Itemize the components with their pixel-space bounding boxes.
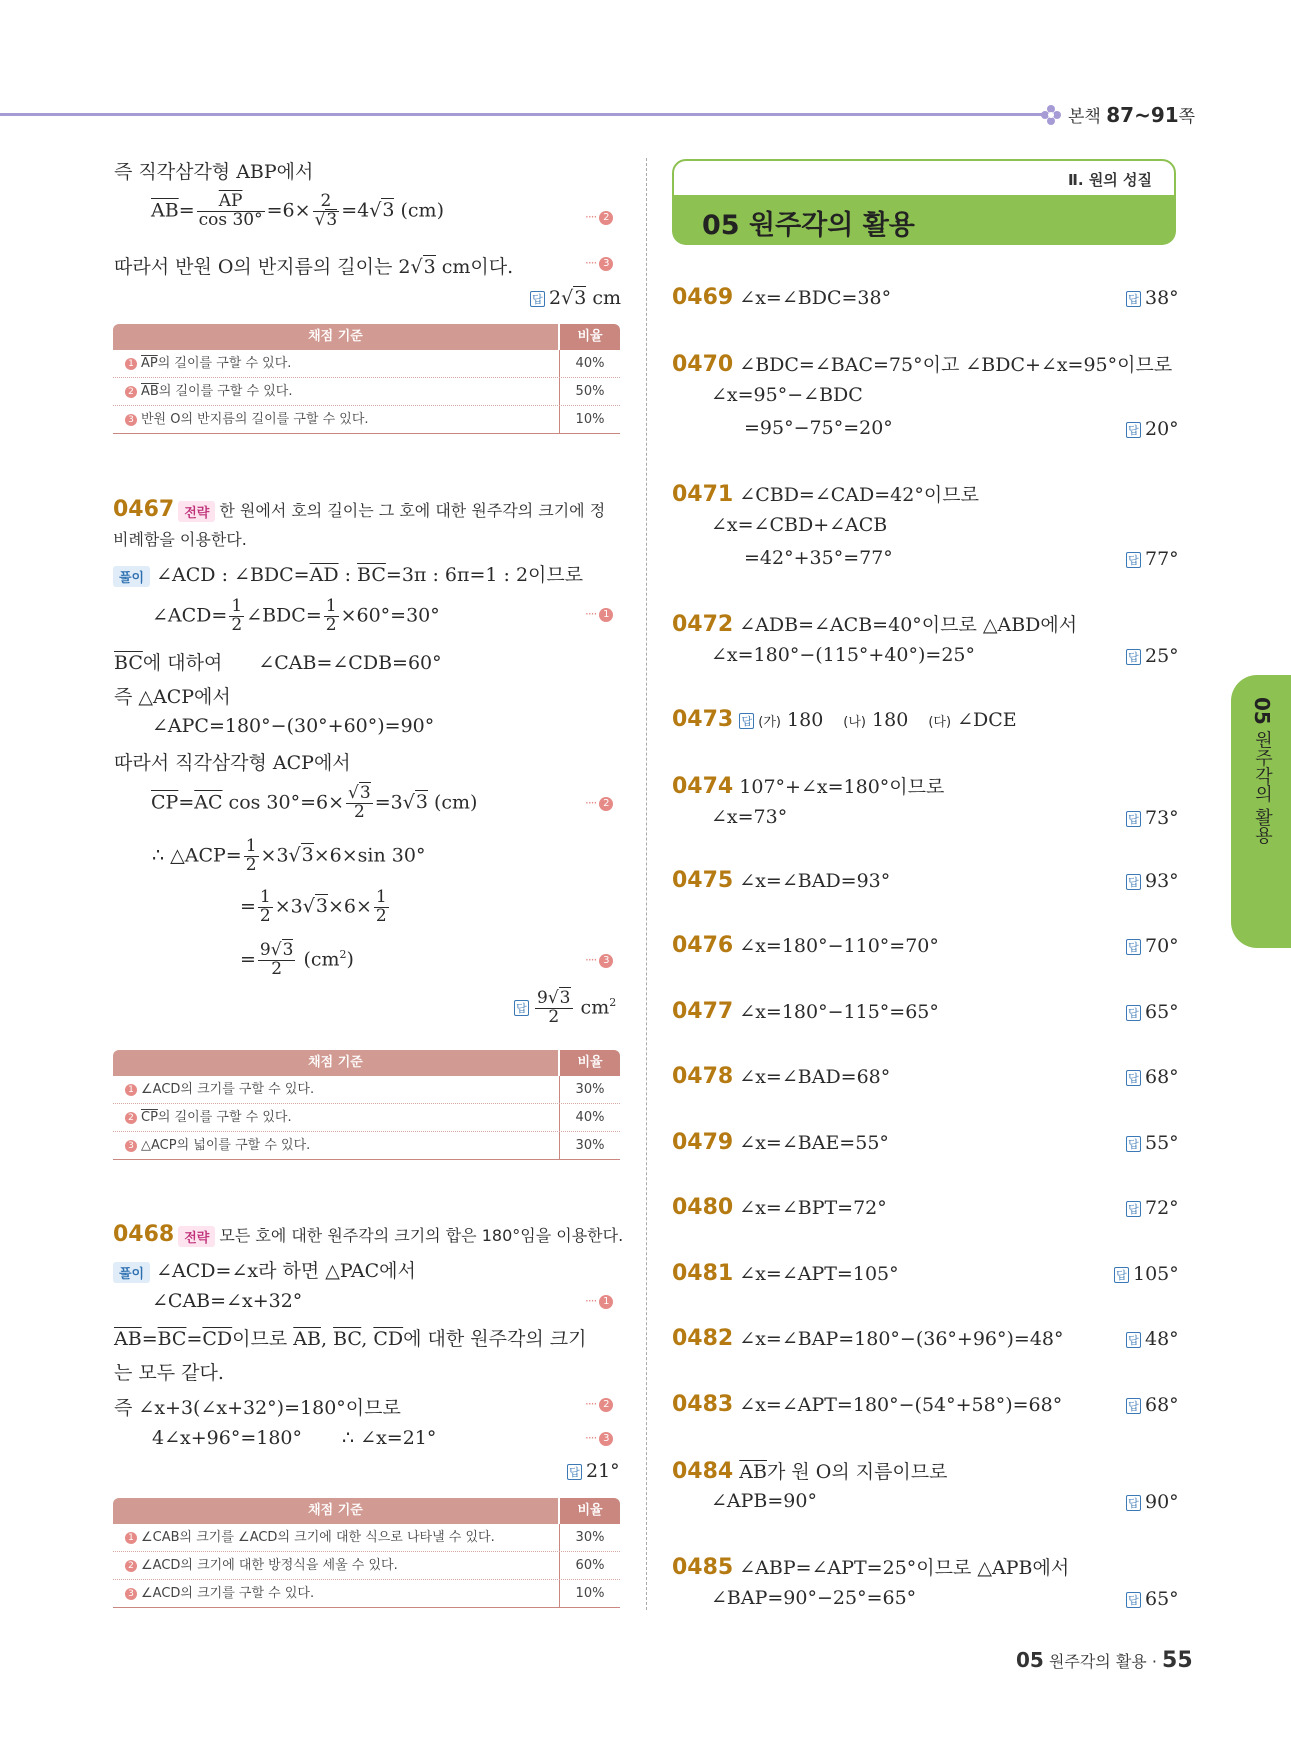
score-mark-2: ···· 2 <box>585 796 613 811</box>
text-line: ∠BAP=90°−25°=65° <box>711 1587 917 1609</box>
text-line: $\overline{BC}$에 대하여 ∠CAB=∠CDB=60° <box>114 652 442 674</box>
answer-icon: 답 <box>1126 1201 1141 1217</box>
text-line: 즉 △ACP에서 <box>114 686 231 708</box>
equation-area: ∴ △ACP= $\frac{1}{2}$ ×3√3×6×sin 30° <box>152 836 426 875</box>
text-line: 따라서 반원 O의 반지름의 길이는 2√3 cm이다. <box>114 256 514 278</box>
text-line: 즉 직각삼각형 ABP에서 <box>114 161 314 183</box>
answer: 답 77° <box>1126 548 1179 570</box>
problem-0484: 0484 $\overline{AB}$가 원 O의 지름이므로 <box>672 1459 948 1484</box>
answer: 답 68° <box>1126 1394 1179 1416</box>
text-line: ∠x=∠CBD+∠ACB <box>711 514 888 536</box>
text-line: =95°−75°=20° <box>744 417 893 439</box>
answer: 답 55° <box>1126 1132 1179 1154</box>
header-rule <box>0 113 1050 116</box>
score-mark-2: ···· 2 <box>585 210 613 225</box>
score-mark-3: ···· 3 <box>585 953 613 968</box>
text-line: ∠APC=180°−(30°+60°)=90° <box>152 715 435 737</box>
problem-0482: 0482 ∠x=∠BAP=180°−(36°+96°)=48° <box>672 1326 1064 1351</box>
answer-icon: 답 <box>530 291 545 307</box>
answer: 답 65° <box>1126 1001 1179 1023</box>
table-row: 2 ∠ACD의 크기에 대한 방정식을 세울 수 있다. 60% <box>113 1552 620 1580</box>
grading-table: 채점 기준 비율 1 $\overline{AP}$의 길이를 구할 수 있다. 40% 2 $\overline{AB}$의 길이를 구할 수 있다. 50% 3 반원 O의 반지름의 길이를 구할 수 있다. 10% <box>113 324 620 434</box>
answer: 답 21° <box>567 1460 620 1482</box>
problem-0469: 0469 ∠x=∠BDC=38° <box>672 285 892 310</box>
text-line: 즉 ∠x+3(∠x+32°)=180°이므로 <box>114 1397 401 1419</box>
problem-0467-header: 0467 전략 한 원에서 호의 길이는 그 호에 대한 원주각의 크기에 정 <box>113 497 606 522</box>
page-reference: 본책 87~91쪽 <box>1068 103 1196 127</box>
text-line: ∠APB=90° <box>711 1490 817 1512</box>
text-line: ∠x=73° <box>711 806 788 828</box>
answer: 답 25° <box>1126 645 1179 667</box>
answer-icon: 답 <box>567 1464 582 1480</box>
problem-0478: 0478 ∠x=∠BAD=68° <box>672 1064 891 1089</box>
answer: 답 70° <box>1126 935 1179 957</box>
text-line: =42°+35°=77° <box>744 547 893 569</box>
answer-icon: 답 <box>1126 939 1141 955</box>
text-line: ∠x=180°−(115°+40°)=25° <box>711 644 976 666</box>
text-line: 4∠x+96°=180° ∴ ∠x=21° <box>152 1427 437 1449</box>
problem-0480: 0480 ∠x=∠BPT=72° <box>672 1195 887 1220</box>
answer-icon: 답 <box>739 713 754 729</box>
grading-table: 채점 기준 비율 1 ∠CAB의 크기를 ∠ACD의 크기에 대한 식으로 나타낼 수 있다. 30% 2 ∠ACD의 크기에 대한 방정식을 세울 수 있다. 60% 3 ∠ACD의 크기를 구할 수 있다. 10% <box>113 1498 620 1608</box>
equation-acd: ∠ACD= $\frac{1}{2}$ ∠BDC= $\frac{1}{2}$ ×60°=30° <box>152 596 440 635</box>
problem-0483: 0483 ∠x=∠APT=180°−(54°+58°)=68° <box>672 1392 1063 1417</box>
problem-0472: 0472 ∠ADB=∠ACB=40°이므로 △ABD에서 <box>672 612 1078 637</box>
table-row: 2 $\overline{AB}$의 길이를 구할 수 있다. 50% <box>113 378 620 406</box>
score-mark-2: ···· 2 <box>585 1397 613 1412</box>
strategy-text: 비례함을 이용한다. <box>113 530 247 549</box>
table-row: 1 $\overline{AP}$의 길이를 구할 수 있다. 40% <box>113 350 620 378</box>
answer: 답 90° <box>1126 1491 1179 1513</box>
problem-0473: 0473 답 (가) 180 (나) 180 (다) ∠DCE <box>672 707 1017 732</box>
score-mark-1: ···· 1 <box>585 607 613 622</box>
section-header <box>672 159 1176 244</box>
chapter-label: Ⅱ. 원의 성질 <box>1068 171 1152 189</box>
problem-0471: 0471 ∠CBD=∠CAD=42°이므로 <box>672 482 979 507</box>
equation-ab: $\overline{AB}=$ $\frac{\overline{AP}}{\cos 30^\circ}$ =6× $\frac{2}{√3}$ =4√3 (cm) <box>151 191 444 230</box>
score-mark-3: ···· 3 <box>585 256 613 271</box>
answer: 답 105° <box>1114 1263 1179 1285</box>
table-row: 2 $\overline{CP}$의 길이를 구할 수 있다. 40% <box>113 1104 620 1132</box>
answer: 답 65° <box>1126 1588 1179 1610</box>
answer-icon: 답 <box>1126 422 1141 438</box>
answer-icon: 답 <box>1126 1332 1141 1348</box>
page-footer: 05 원주각의 활용 · 55 <box>1016 1648 1193 1673</box>
problem-0479: 0479 ∠x=∠BAE=55° <box>672 1130 889 1155</box>
answer-icon: 답 <box>1114 1267 1129 1283</box>
answer: 답 20° <box>1126 418 1179 440</box>
problem-0481: 0481 ∠x=∠APT=105° <box>672 1261 899 1286</box>
answer-icon: 답 <box>1126 649 1141 665</box>
problem-0476: 0476 ∠x=180°−110°=70° <box>672 933 939 958</box>
answer: 답 72° <box>1126 1197 1179 1219</box>
score-mark-3: ···· 3 <box>585 1431 613 1446</box>
problem-0475: 0475 ∠x=∠BAD=93° <box>672 868 891 893</box>
answer: 답 68° <box>1126 1066 1179 1088</box>
answer: 답 73° <box>1126 807 1179 829</box>
table-row: 3 △ACP의 넓이를 구할 수 있다. 30% <box>113 1132 620 1159</box>
equation-area-2: = $\frac{1}{2}$ ×3√3×6× $\frac{1}{2}$ <box>240 887 387 926</box>
solution-line: 풀이 ∠ACD=∠x라 하면 △PAC에서 <box>113 1256 416 1283</box>
text-line: ∠x=95°−∠BDC <box>711 384 863 406</box>
column-divider <box>646 158 647 1610</box>
answer-icon: 답 <box>1126 1495 1141 1511</box>
text-line: 따라서 직각삼각형 ACP에서 <box>114 752 351 774</box>
solution-line: 풀이 ∠ACD : $\angle BDC=\overline{AD}$ : $\overline{BC}=3\pi$ : 6π=1 : 2이므로 <box>113 560 583 587</box>
problem-0477: 0477 ∠x=180°−115°=65° <box>672 999 939 1024</box>
answer-icon: 답 <box>514 1000 529 1016</box>
score-mark-1: ···· 1 <box>585 1294 613 1309</box>
table-row: 1 ∠CAB의 크기를 ∠ACD의 크기에 대한 식으로 나타낼 수 있다. 30% <box>113 1524 620 1552</box>
section-title: 05 원주각의 활용 <box>702 210 915 241</box>
answer-icon: 답 <box>1126 1136 1141 1152</box>
answer: 답 38° <box>1126 287 1179 309</box>
answer: 답 $\frac{9√3}{2}$ $cm^2$ <box>514 990 616 1027</box>
table-row: 1 ∠ACD의 크기를 구할 수 있다. 30% <box>113 1076 620 1104</box>
equation-area-3: = $\frac{9√3}{2}$ $(cm^2)$ <box>240 940 354 979</box>
table-row: 3 ∠ACD의 크기를 구할 수 있다. 10% <box>113 1580 620 1607</box>
problem-0474: 0474 107°+∠x=180°이므로 <box>672 774 945 799</box>
equation-cp: $\overline{CP}=\overline{AC}$ cos 30°=6× $\frac{√3}{2}$ =3√3 (cm) <box>151 783 478 822</box>
answer-icon: 답 <box>1126 1070 1141 1086</box>
answer-icon: 답 <box>1126 811 1141 827</box>
problem-0468-header: 0468 전략 모든 호에 대한 원주각의 크기의 합은 180°임을 이용한다. <box>113 1222 624 1247</box>
answer-icon: 답 <box>1126 874 1141 890</box>
text-line: 는 모두 같다. <box>114 1362 224 1384</box>
answer-icon: 답 <box>1126 552 1141 568</box>
flower-icon <box>1040 104 1062 126</box>
chapter-side-tab: 05 원주각의 활용 <box>1231 675 1291 948</box>
answer-icon: 답 <box>1126 1398 1141 1414</box>
answer: 답 93° <box>1126 870 1179 892</box>
grading-table: 채점 기준 비율 1 ∠ACD의 크기를 구할 수 있다. 30% 2 $\overline{CP}$의 길이를 구할 수 있다. 40% 3 △ACP의 넓이를 구할 수 있다. 30% <box>113 1050 620 1160</box>
answer: 답 2√3 cm <box>530 287 621 309</box>
problem-0470: 0470 ∠BDC=∠BAC=75°이고 ∠BDC+∠x=95°이므로 <box>672 352 1173 377</box>
answer-icon: 답 <box>1126 1592 1141 1608</box>
problem-0485: 0485 ∠ABP=∠APT=25°이므로 △APB에서 <box>672 1555 1070 1580</box>
text-line: ∠CAB=∠x+32° <box>152 1290 303 1312</box>
text-line: $\overline{AB}=\overline{BC}=\overline{CD}$이므로 $\overline{AB}$, $\overline{BC}$, $\overline{CD}$에 대한 원주각의 크기 <box>114 1328 587 1350</box>
answer-icon: 답 <box>1126 291 1141 307</box>
answer-icon: 답 <box>1126 1005 1141 1021</box>
table-row: 3 반원 O의 반지름의 길이를 구할 수 있다. 10% <box>113 406 620 433</box>
answer: 답 48° <box>1126 1328 1179 1350</box>
page-number: 55 <box>1162 1648 1193 1673</box>
